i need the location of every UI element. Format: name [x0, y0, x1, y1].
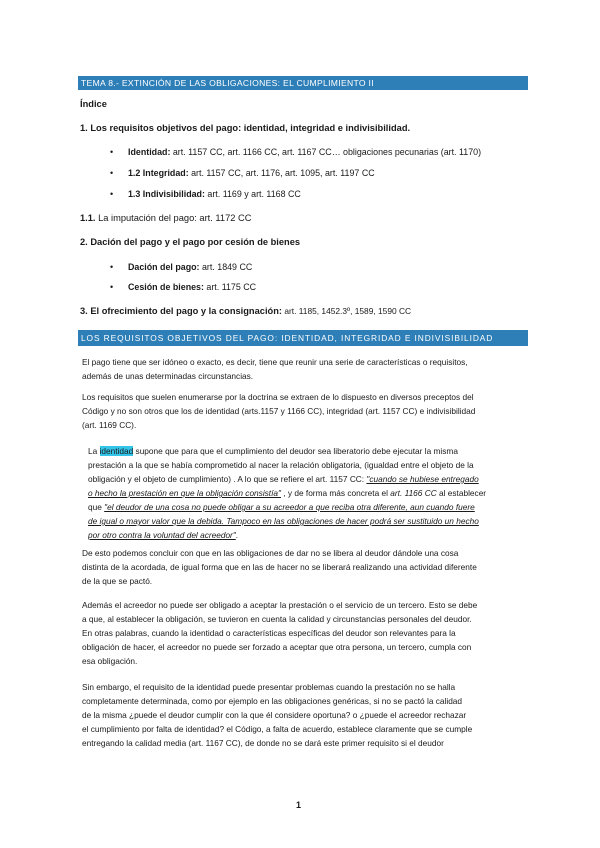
- paragraph-5: [82, 598, 516, 668]
- text-line: De esto podemos concluir con que en las obligaciones de dar no se libera al deudor dándole una cosa: [82, 548, 459, 558]
- text-line: de la misma ¿puede el deudor cumplir con la que él considere oportuna? o ¿puede el acreedor rechazar: [82, 710, 467, 720]
- section-title-banner: [78, 330, 528, 346]
- text-run: obligación y el objeto de cumplimiento) . A lo que se refiere el art. 1157 CC:: [88, 474, 367, 484]
- text-line: [88, 528, 516, 542]
- subitem-text: art. 1157 CC, art. 1166 CC, art. 1167 CC… obligaciones pecunarias (art. 1170): [170, 147, 482, 157]
- item-title: 3. El ofrecimiento del pago y la consignación:: [80, 306, 282, 316]
- item-ref: art. 1172 CC: [196, 213, 252, 223]
- subitem-label: Identidad:: [128, 147, 171, 157]
- item-title: La imputación del pago:: [95, 213, 197, 223]
- index-item-2: 2. Dación del pago y el pago por cesión de bienes: [80, 237, 301, 247]
- text-line: Los requisitos que suelen enumerarse por la doctrina se extraen de lo dispuesto en diversos preceptos del: [82, 392, 474, 402]
- page-number: 1: [296, 800, 302, 810]
- bullet-icon: •: [110, 168, 114, 178]
- index-subitem-integridad: [128, 167, 375, 179]
- paragraph-2: [82, 390, 516, 432]
- index-item-1: 1. Los requisitos objetivos del pago: identidad, integridad e indivisibilidad.: [80, 123, 411, 133]
- subitem-label: 1.2 Integridad:: [128, 168, 189, 178]
- text-line: completamente determinada, como por ejemplo en las obligaciones genéricas, si no se pactó la calidad: [82, 696, 463, 706]
- text-line: el cumplimiento por falta de identidad? el Código, a falta de acuerdo, establece claramente que se cumple: [82, 724, 473, 734]
- section-title: LOS REQUISITOS OBJETIVOS DEL PAGO: IDENTIDAD, INTEGRIDAD E INDIVISIBILIDAD: [81, 333, 494, 343]
- index-heading: Índice: [80, 99, 107, 109]
- text-line: esa obligación.: [82, 656, 138, 666]
- text-line: prestación a la que se había comprometido al nacer la relación obligatoria, (igualdad entre el objeto de la: [88, 460, 474, 470]
- text-run: .: [235, 530, 239, 540]
- index-subitem-cesion: [128, 281, 256, 293]
- item-number: 1.1.: [80, 213, 96, 223]
- quoted-text: "el deudor de una cosa no puede obligar a su acreedor a que reciba otra diferente, aun cuando fuere: [104, 502, 475, 512]
- quoted-text: "cuando se hubiese entregado: [366, 474, 479, 484]
- highlighted-term: identidad: [99, 446, 134, 456]
- text-run: La: [88, 446, 100, 456]
- quoted-text: de igual o mayor valor que la debida. Tampoco en las obligaciones de hacer podrá ser sustituido un hecho: [88, 516, 479, 526]
- text-run: que: [88, 502, 105, 512]
- text-line: Sin embargo, el requisito de la identidad puede presentar problemas cuando la prestación no se halla: [82, 682, 456, 692]
- subitem-text: art. 1157 CC, art. 1176, art. 1095, art. 1197 CC: [188, 168, 375, 178]
- text-line: [88, 486, 516, 500]
- text-line: obligación de hacer, el acreedor no puede ser forzado a aceptar que otra persona, un tercero, cumpla con: [82, 642, 472, 652]
- index-item-3: [80, 305, 411, 317]
- subitem-text: art. 1849 CC: [199, 262, 253, 272]
- text-run: , y de forma más concreta el: [280, 488, 391, 498]
- text-line: [88, 472, 516, 486]
- paragraph-6: [82, 680, 516, 750]
- text-line: distinta de la acordada, de igual forma que en las de hacer no se liberará realizando una actividad diferente: [82, 562, 477, 572]
- subitem-text: art. 1169 y art. 1168 CC: [204, 189, 301, 199]
- chapter-title-banner: [78, 76, 528, 90]
- text-line: El pago tiene que ser idóneo o exacto, es decir, tiene que reunir una serie de características o requisitos,: [82, 357, 468, 367]
- text-line: de la que se pactó.: [82, 576, 153, 586]
- text-line: (art. 1169 CC).: [82, 420, 137, 430]
- text-line: Código y no son otros que los de identidad (arts.1157 y 1166 CC), integridad (art. 1157 CC) e indivisibilidad: [82, 406, 476, 416]
- subitem-text: art. 1175 CC: [203, 282, 257, 292]
- index-item-1-1: [80, 212, 251, 224]
- article-ref: art. 1166 CC: [390, 488, 437, 498]
- subitem-label: 1.3 Indivisibilidad:: [128, 189, 205, 199]
- text-line: entregando la calidad media (art. 1167 CC), de donde no se dará este primer requisito si el deudor: [82, 738, 444, 748]
- bullet-icon: •: [110, 282, 114, 292]
- bullet-icon: •: [110, 147, 114, 157]
- subitem-label: Dación del pago:: [128, 262, 200, 272]
- quoted-text: por otro contra la voluntad del acreedor": [88, 530, 236, 540]
- chapter-title: TEMA 8.- EXTINCIÓN DE LAS OBLIGACIONES: EL CUMPLIMIENTO II: [81, 78, 374, 88]
- bullet-icon: •: [110, 262, 114, 272]
- text-line: [88, 444, 516, 458]
- paragraph-4: [82, 546, 516, 588]
- text-line: a que, al establecer la obligación, se tuvieron en cuenta la calidad y circunstancias personales del deudor.: [82, 614, 472, 624]
- index-subitem-identidad: [128, 146, 481, 158]
- paragraph-1: [82, 355, 516, 383]
- text-line: Además el acreedor no puede ser obligado a aceptar la prestación o el servicio de un tercero. Esto se debe: [82, 600, 478, 610]
- text-run: al establecer: [436, 488, 487, 498]
- index-subitem-indivisibilidad: [128, 188, 301, 200]
- text-line: [88, 514, 516, 528]
- item-ref: art. 1185, 1452.3º, 1589, 1590 CC: [282, 306, 412, 316]
- text-line: [88, 500, 516, 514]
- index-subitem-dacion: [128, 261, 252, 273]
- text-run: supone que para que el cumplimiento del deudor sea liberatorio debe ejecutar la misma: [133, 446, 458, 456]
- paragraph-identidad: [88, 444, 516, 542]
- quoted-text: o hecho la prestación en que la obligación consistía": [88, 488, 281, 498]
- bullet-icon: •: [110, 189, 114, 199]
- text-line: además de unas determinadas circunstancias.: [82, 371, 254, 381]
- subitem-label: Cesión de bienes:: [128, 282, 204, 292]
- text-line: En otras palabras, cuando la identidad o características específicas del deudor son relevantes para la: [82, 628, 456, 638]
